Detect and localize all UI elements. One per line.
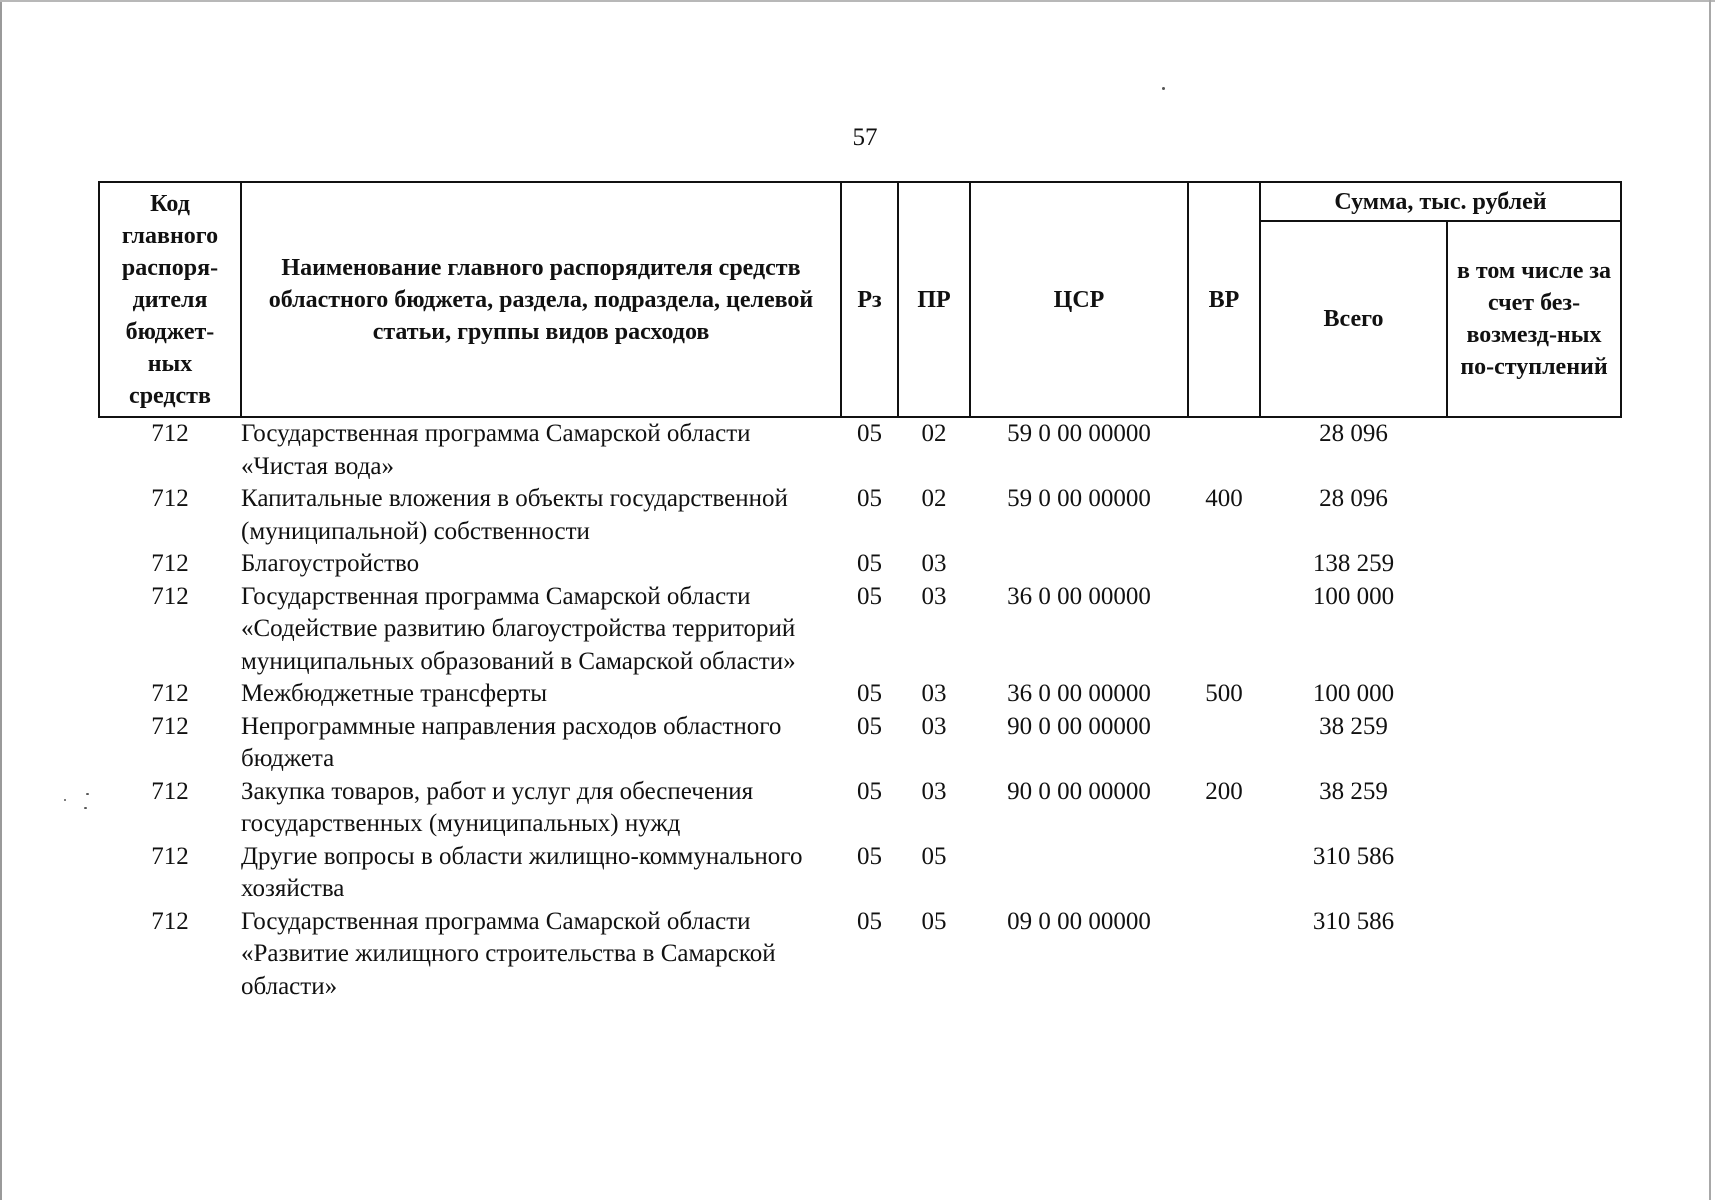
cell-vr (1188, 711, 1260, 776)
header-name: Наименование главного распорядителя средств областного бюджета, раздела, подраздела, целевой статьи, группы видов расходов (241, 182, 841, 417)
cell-gratuitous (1447, 906, 1621, 1004)
cell-vr (1188, 417, 1260, 483)
table-row (99, 711, 1621, 776)
cell-pr: 03 (921, 712, 947, 740)
cell-code: 712 (151, 777, 189, 805)
cell-vr (1188, 581, 1260, 679)
header-rz: Рз (841, 182, 898, 417)
cell-total: 310 586 (1312, 907, 1395, 935)
header-csr: ЦСР (970, 182, 1188, 417)
cell-vr: 400 (1205, 485, 1243, 512)
cell-code: 712 (151, 712, 189, 740)
table-row (99, 581, 1621, 679)
page-number: 57 (852, 124, 878, 151)
cell-gratuitous (1447, 841, 1621, 906)
cell-csr (970, 841, 1188, 906)
cell-code: 712 (151, 680, 189, 707)
cell-rz: 05 (857, 712, 882, 740)
cell-rz: 05 (857, 550, 882, 577)
table-row (99, 841, 1621, 906)
cell-rz: 05 (857, 680, 882, 707)
cell-name: Государственная программа Самарской области «Развитие жилищного строительства в Самарской области» (241, 907, 776, 1000)
cell-pr: 03 (921, 550, 947, 577)
cell-name: Межбюджетные трансферты (241, 680, 548, 707)
scan-speck (64, 799, 66, 801)
header-gratuitous: в том числе за счет без-возмезд-ных по-ступлений (1447, 221, 1621, 417)
cell-csr: 59 0 00 00000 (1007, 485, 1151, 512)
cell-code: 712 (151, 420, 189, 447)
cell-gratuitous (1447, 417, 1621, 483)
cell-gratuitous (1447, 483, 1621, 548)
cell-code: 712 (151, 485, 189, 512)
cell-vr (1188, 548, 1260, 581)
cell-gratuitous (1447, 678, 1621, 711)
header-sum-group: Сумма, тыс. рублей (1260, 182, 1621, 221)
cell-vr (1188, 906, 1260, 1004)
scan-speck (84, 807, 87, 809)
cell-code: 712 (151, 550, 189, 577)
table-row (99, 678, 1621, 711)
cell-total: 310 586 (1312, 842, 1395, 870)
cell-total: 138 259 (1312, 550, 1395, 577)
cell-pr: 03 (921, 777, 947, 805)
cell-total: 28 096 (1319, 420, 1388, 447)
header-vr: ВР (1188, 182, 1260, 417)
cell-total: 38 259 (1319, 777, 1388, 805)
budget-table (98, 181, 1622, 1003)
cell-pr: 02 (921, 420, 947, 447)
table-row (99, 417, 1621, 483)
table-body (99, 417, 1621, 1003)
header-pr: ПР (898, 182, 970, 417)
cell-total: 100 000 (1312, 680, 1395, 707)
cell-csr: 90 0 00 00000 (1007, 777, 1151, 805)
cell-vr (1188, 841, 1260, 906)
cell-name: Государственная программа Самарской области «Чистая вода» (241, 420, 751, 480)
header-code: Код главного распоря-дителя бюджет-ных средств (99, 182, 241, 417)
scan-speck (86, 793, 89, 795)
table-header (99, 182, 1621, 417)
cell-pr: 03 (921, 680, 947, 707)
table-row (99, 906, 1621, 1004)
scan-speck (1162, 87, 1165, 90)
cell-pr: 03 (921, 582, 947, 610)
cell-csr: 90 0 00 00000 (1007, 712, 1151, 740)
cell-total: 28 096 (1319, 485, 1388, 512)
cell-name: Непрограммные направления расходов областного бюджета (241, 712, 782, 772)
cell-pr: 05 (921, 907, 947, 935)
page-edge-top (0, 0, 1715, 2)
cell-code: 712 (151, 582, 189, 610)
page-edge-left (0, 0, 2, 1200)
cell-rz: 05 (857, 907, 882, 935)
table-row (99, 776, 1621, 841)
cell-csr: 09 0 00 00000 (1007, 907, 1151, 935)
cell-name: Благоустройство (241, 550, 420, 577)
cell-csr: 59 0 00 00000 (1007, 420, 1151, 447)
cell-csr (970, 548, 1188, 581)
cell-total: 38 259 (1319, 712, 1388, 740)
cell-name: Другие вопросы в области жилищно-коммунального хозяйства (241, 842, 803, 902)
cell-gratuitous (1447, 548, 1621, 581)
cell-csr: 36 0 00 00000 (1007, 582, 1151, 610)
cell-gratuitous (1447, 581, 1621, 679)
cell-vr: 200 (1205, 777, 1243, 805)
cell-pr: 05 (921, 842, 947, 870)
page-edge-right (1709, 0, 1711, 1200)
cell-pr: 02 (921, 485, 947, 512)
cell-name: Капитальные вложения в объекты государственной (муниципальной) собственности (241, 485, 788, 545)
cell-rz: 05 (857, 842, 882, 870)
header-total: Всего (1260, 221, 1447, 417)
cell-rz: 05 (857, 582, 882, 610)
cell-name: Закупка товаров, работ и услуг для обеспечения государственных (муниципальных) нужд (241, 777, 754, 837)
cell-csr: 36 0 00 00000 (1007, 680, 1151, 707)
cell-code: 712 (151, 907, 189, 935)
cell-gratuitous (1447, 711, 1621, 776)
cell-vr: 500 (1205, 680, 1243, 707)
cell-rz: 05 (857, 777, 882, 805)
cell-total: 100 000 (1312, 582, 1395, 610)
cell-rz: 05 (857, 485, 882, 512)
cell-rz: 05 (857, 420, 882, 447)
cell-name: Государственная программа Самарской области «Содействие развитию благоустройства территорий муниципальных образований в Самарской области» (241, 582, 796, 675)
cell-code: 712 (151, 842, 189, 870)
cell-gratuitous (1447, 776, 1621, 841)
table-row (99, 483, 1621, 548)
table-row (99, 548, 1621, 581)
